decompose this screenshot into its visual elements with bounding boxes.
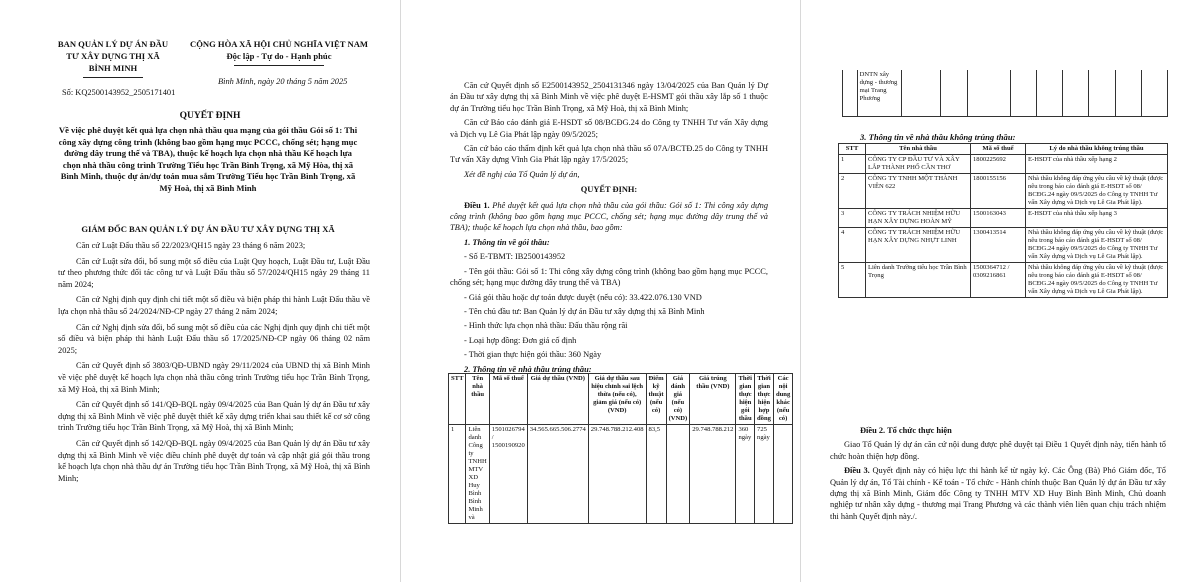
page3-body [830, 425, 1166, 525]
document-page-2 [400, 0, 800, 582]
document-page-3 [800, 0, 1200, 582]
paragraph: Căn cứ Luật sửa đổi, bổ sung một số điều của Luật Quy hoạch, Luật Đầu tư, Luật Đầu tư theo phương thức đối tác công tư và Luật Đấu thầu số 57/2024/QH15 ngày 29 tháng 11 năm 2024; [58, 256, 370, 289]
table-row: 3 CÔNG TY TRÁCH NHIỆM HỮU HẠN XÂY DỰNG HOÀN MỸ 1500163043 E-HSDT của nhà thầu xếp hạng 3 [839, 209, 1168, 228]
paragraph: Xét đề nghị của Tổ Quản lý dự án, [464, 169, 580, 179]
paragraph: Căn cứ Quyết định số 141/QĐ-BQL ngày 09/4/2025 của Ban Quản lý dự án Đầu tư xây dựng thị xã Bình Minh về việc phê duyệt thiết kế xây dựng triển khai sau thiết kế cơ sở công trình Trường tiểu học Trần Bình Trọng, xã Mỹ Hoà, thị xã Bình Minh; [58, 400, 370, 433]
legal-basis [58, 240, 370, 488]
document-title: QUYẾT ĐỊNH [179, 111, 241, 121]
table-row: 1 CÔNG TY CP ĐẦU TƯ VÀ XÂY LẮP THÀNH PHỐ CẦN THƠ 1800225692 E-HSDT của nhà thầu xếp hạng 2 [839, 155, 1168, 174]
paragraph: Căn cứ Quyết định số 142/QĐ-BQL ngày 09/4/2025 của Ban Quản lý dự án Đầu tư xây dựng thị xã Bình Minh về việc điều chỉnh phê duyệt dự toán và cập nhật giá gói thầu trong kế hoạch lựa chọn nhà thầu dự án Trường tiểu học Trần Bình Trọng, xã Mỹ Hoà, thị xã Bình Minh; [58, 438, 370, 483]
table-row: 5 Liên danh Trường tiểu học Trần Bình Trọng 1500364712 / 0309216861 Nhà thầu không đáp ứng yêu cầu về kỹ thuật (được nêu trong báo cáo đánh giá E-HSDT số 08/ BCĐG.24 ngày 09/5/2025 do Công ty TNHH Tư vấn Xây dựng và Dịch vụ Lê Gia Phát lập). [839, 263, 1168, 298]
package-item: - Tên gói thầu: Gói số 1: Thi công xây dựng công trình (không bao gồm hạng mục PCCC, chống sét; hạng mục đường dây trung thế và TBA) [450, 266, 768, 288]
national-motto: CỘNG HÒA XÃ HỘI CHỦ NGHĨA VIỆT NAM Độc lập - Tự do - Hạnh phúc [172, 38, 386, 66]
section-title: 2. Thông tin về nhà thầu trúng thầu: [464, 364, 592, 374]
document-page-1 [0, 0, 400, 582]
article-3: Điều 3. Quyết định này có hiệu lực thi hành kể từ ngày ký. Các Ông (Bà) Phó Giám đốc, Tổ Quản lý dự án, Tổ Tài chính - Kế toán - Tổ chức - Hành chính thuộc Ban Quản lý dự án Đầu tư xây dựng thị xã Bình Minh, Giám đốc Công ty TNHH MTV XD Huy Bình Bình Minh, Chủ doanh nghiệp tư nhân xây dựng - thương mại Trang Phương và các thành viên liên quan chịu trách nhiệm thi hành Quyết định này./. [830, 466, 1166, 521]
paragraph: Căn cứ Luật Đấu thầu số 22/2023/QH15 ngày 23 tháng 6 năm 2023; [76, 241, 306, 250]
issuer-title: GIÁM ĐỐC BAN QUẢN LÝ DỰ ÁN ĐẦU TƯ XÂY DỰNG THỊ XÃ [81, 224, 335, 234]
paragraph: Căn cứ Quyết định số E2500143952_2504131346 ngày 13/04/2025 của Ban Quản lý Dự án Đầu tư xây dựng thị xã Bình Minh về việc phê duyệt E-HSMT gói thầu xây lắp số 1 thuộc dự án Trường tiểu học Trần Bình Trọng, xã Mỹ Hoà, thị xã Bình Minh; [450, 81, 768, 113]
table-header-row: STT Tên nhà thầu Mã số thuế Lý do nhà thầu không trúng thầu [839, 144, 1168, 155]
document-subtitle: Về việc phê duyệt kết quả lựa chọn nhà thầu qua mạng của gói thầu Gói số 1: Thi công xây dựng công trình (không bao gồm hạng mục PCCC, chống sét; hạng mục đường dây trung thế và TBA), thuộc kế hoạch lựa chọn nhà thầu Kế hoạch lựa chọn nhà thầu công trình Trường Tiểu học Trần Bình Trọng, xã Mỹ Hòa, thị xã Bình Minh, thuộc dự án/dự toán mua sắm Trường Tiểu học Trần Bình Trọng, xã Mỹ Hoà, thị xã Bình Minh [58, 125, 358, 193]
table-row: DNTN xây dựng - thương mại Trang Phương [843, 70, 1168, 117]
issue-date: Bình Minh, ngày 20 tháng 5 năm 2025 [218, 77, 348, 86]
paragraph: Căn cứ Báo cáo đánh giá E-HSDT số 08/BCĐG.24 do Công ty TNHH Tư vấn Xây dựng và Dịch vụ Lê Gia Phát lập ngày 09/5/2025; [450, 118, 768, 139]
package-item: - Tên chủ đầu tư: Ban Quản lý dự án Đầu tư xây dựng thị xã Bình Minh [464, 306, 705, 316]
package-item: - Hình thức lựa chọn nhà thầu: Đấu thầu rộng rãi [464, 321, 628, 331]
divider [83, 77, 143, 78]
table-row: 1 Liên danh Công ty TNHH MTV XD Huy Bình Bình Minh và 1501026794 / 1500190920 34.565.665.506.2774 29.748.788.212.408 83,5 29.748.788.212 360 ngày 725 ngày [449, 425, 793, 524]
non-winning-contractors-table [838, 143, 1168, 298]
paragraph: Căn cứ Quyết định số 3803/QĐ-UBND ngày 29/11/2024 của UBND thị xã Bình Minh về việc phê duyệt kế hoạch lựa chọn nhà thầu công trình Trường tiểu học Trần Bình Trọng, xã Mỹ Hoà, thị xã Bình Minh; [58, 361, 370, 394]
article-2-heading: Điều 2. Tổ chức thực hiện [860, 426, 952, 435]
table-continuation [842, 70, 1168, 117]
section-title: 1. Thông tin về gói thầu: [464, 237, 550, 247]
paragraph: Căn cứ báo cáo thẩm định kết quả lựa chọn nhà thầu số 07A/BCTĐ.25 do Công ty TNHH Tư vấn Xây dựng Vĩnh Gia Phát lập ngày 17/5/2025; [450, 144, 768, 165]
package-item: - Thời gian thực hiện gói thầu: 360 Ngày [464, 350, 602, 360]
paragraph: Căn cứ Nghị định sửa đổi, bổ sung một số điều của các Nghị định quy định chi tiết một số điều và biện pháp thi hành Luật Đấu thầu số 17/2025/NĐ-CP ngày 06 tháng 02 năm 2025; [58, 322, 370, 355]
paragraph: Căn cứ Nghị định quy định chi tiết một số điều và biện pháp thi hành Luật Đấu thầu về lựa chọn nhà thầu số 24/2024/NĐ-CP ngày 27 tháng 2 năm 2024; [58, 295, 370, 316]
section-title: 3. Thông tin về nhà thầu không trúng thầu: [860, 132, 1016, 142]
table-row: 4 CÔNG TY TRÁCH NHIỆM HỮU HẠN XÂY DỰNG NHỰT LINH 1300413514 Nhà thầu không đáp ứng yêu cầu về kỹ thuật (được nêu trong báo cáo đánh giá E-HSDT số 08/ BCĐG.24 ngày 09/5/2025 do Công ty TNHH Tư vấn Xây dựng và Dịch vụ Lê Gia Phát lập). [839, 228, 1168, 263]
agency-name: BAN QUẢN LÝ DỰ ÁN ĐẦU TƯ XÂY DỰNG THỊ XÃ BÌNH MINH [54, 38, 172, 78]
decision-number: Số: KQ2500143952_2505171401 [62, 88, 176, 97]
decision-heading: QUYẾT ĐỊNH: [580, 185, 638, 195]
page2-body [450, 80, 768, 378]
winning-contractor-table [448, 373, 793, 524]
article-1: Điều 1. Phê duyệt kết quả lựa chọn nhà thầu của gói thầu: Gói số 1: Thi công xây dựng công trình (không bao gồm hạng mục PCCC, chống sét; hạng mục đường dây trung thế và TBA); thuộc kế hoạch lựa chọn nhà thầu, bao gồm: [450, 200, 769, 233]
divider [234, 65, 324, 66]
package-item: - Loại hợp đồng: Đơn giá cố định [464, 335, 577, 345]
article-2-text: Giao Tổ Quản lý dự án căn cứ nội dung được phê duyệt tại Điều 1 Quyết định này, tiến hành tổ chức hoàn thiện hợp đồng. [830, 440, 1166, 461]
package-item: - Giá gói thầu hoặc dự toán được duyệt (nếu có): 33.422.076.130 VND [464, 292, 702, 302]
package-item: - Số E-TBMT: IB2500143952 [464, 252, 566, 262]
table-header-row: STT Tên nhà thầu Mã số thuế Giá dự thầu (VND) Giá dự thầu sau hiệu chỉnh sai lệch thừa (nếu có), giảm giá (nếu có) (VND) Điểm kỹ thuật (nếu có) Giá đánh giá (nếu có) (VND) Giá trúng thầu (VND) Thời gian thực hiện gói thầu Thời gian thực hiện hợp đồng Các nội dung khác (nếu có) [449, 374, 793, 425]
table-row: 2 CÔNG TY TNHH MỘT THÀNH VIÊN 622 1800155156 Nhà thầu không đáp ứng yêu cầu về kỹ thuật (được nêu trong báo cáo đánh giá E-HSDT số 08/ BCĐG.24 ngày 09/5/2025 do Công ty TNHH Tư vấn Xây dựng và Dịch vụ Lê Gia Phát lập). [839, 174, 1168, 209]
